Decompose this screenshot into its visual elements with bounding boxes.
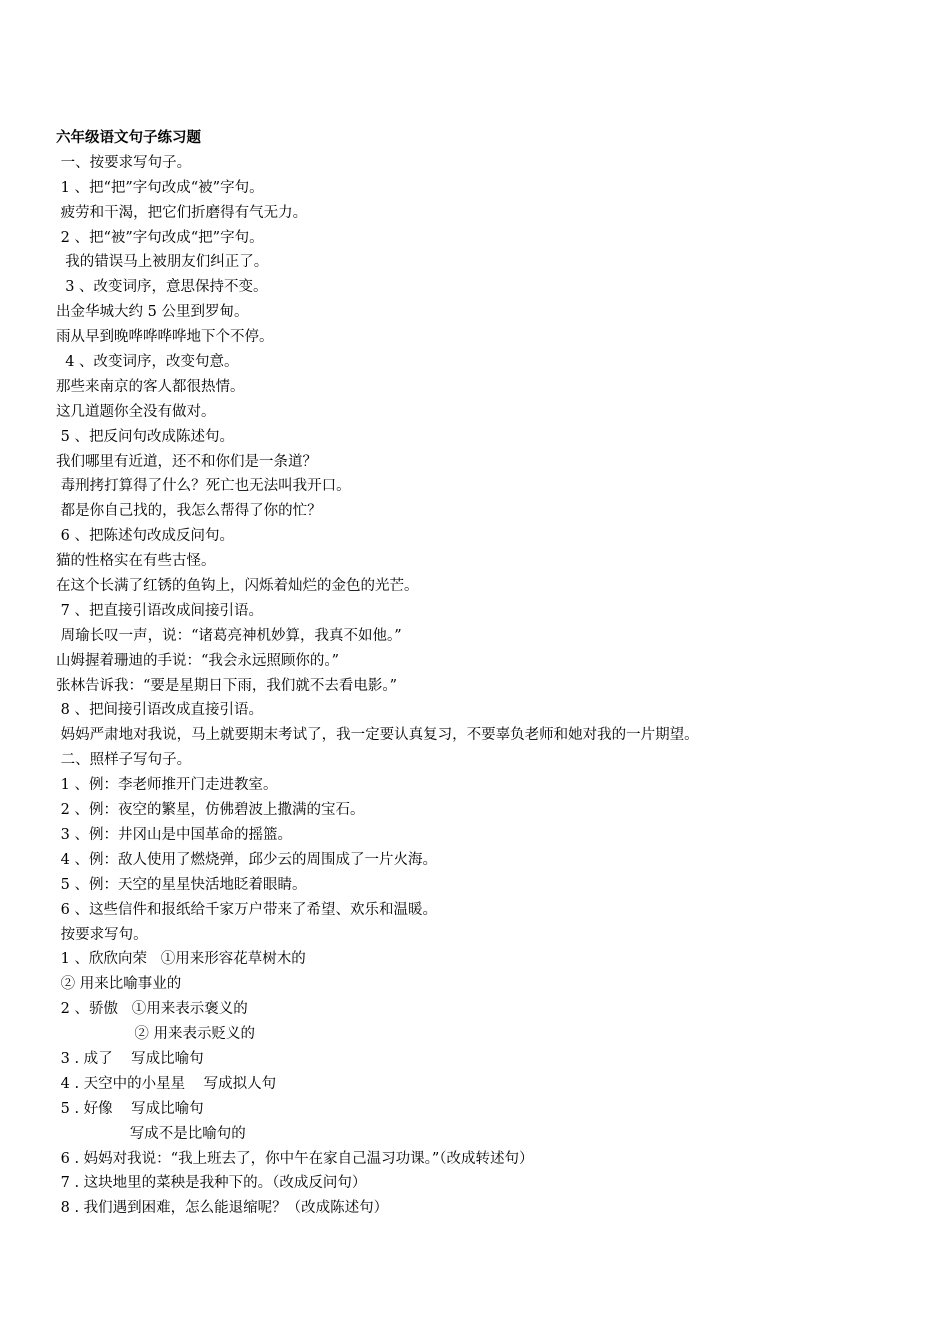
text-line: 山姆握着珊迪的手说：“我会永远照顾你的。” [56,652,340,669]
text-line: 二、照样子写句子。 [56,752,192,769]
text-line: 猫的性格实在有些古怪。 [56,553,216,570]
text-line: 一、按要求写句子。 [56,154,192,171]
text-line: 张林告诉我：“要是星期日下雨，我们就不去看电影。” [56,677,398,694]
text-line: 在这个长满了红锈的鱼钩上，闪烁着灿烂的金色的光芒。 [56,578,419,595]
text-line: 7 . 这块地里的菜秧是我种下的。（改成反问句） [56,1175,367,1192]
text-line: 3 . 成了 写成比喻句 [56,1050,204,1067]
document-body [56,126,916,1221]
text-line: ② 用来比喻事业的 [56,976,182,993]
text-line: 4 、改变词序，改变句意。 [56,354,239,371]
text-line: 1 、例：李老师推开门走进教室。 [56,777,278,794]
text-line: 2 、把“被”字句改成“把”字句。 [56,229,264,246]
text-line: 出金华城大约 5 公里到罗甸。 [56,304,249,321]
text-line: 4 、例：敌人使用了燃烧弹，邱少云的周围成了一片火海。 [56,851,437,868]
text-line: 5 、把反问句改成陈述句。 [56,428,234,445]
text-line: 7 、把直接引语改成间接引语。 [56,602,263,619]
text-line: 6 、把陈述句改成反问句。 [56,528,234,545]
text-line: 都是你自己找的，我怎么帮得了你的忙？ [56,503,322,520]
text-line: ② 用来表示贬义的 [56,1026,255,1043]
document-title: 六年级语文句子练习题 [56,130,201,146]
text-line: 1 、欣欣向荣 ①用来形容花草树木的 [56,951,306,968]
text-line: 疲劳和干渴，把它们折磨得有气无力。 [56,204,308,221]
document-lines [56,151,916,1221]
text-line: 我的错误马上被朋友们纠正了。 [56,254,269,271]
text-line: 毒刑拷打算得了什么？死亡也无法叫我开口。 [56,478,351,495]
text-line: 2 、例：夜空的繁星，仿佛碧波上撒满的宝石。 [56,802,365,819]
text-line: 8 . 我们遇到困难，怎么能退缩呢？（改成陈述句） [56,1200,389,1217]
text-line: 3 、改变词序，意思保持不变。 [56,279,268,296]
text-line: 6 . 妈妈对我说：“我上班去了，你中午在家自己温习功课。”（改成转述句） [56,1150,534,1167]
text-line: 雨从早到晚哗哗哗哗地下个不停。 [56,329,274,346]
text-line: 2 、骄傲 ①用来表示褒义的 [56,1001,248,1018]
text-line: 那些来南京的客人都很热情。 [56,378,245,395]
text-line: 妈妈严肃地对我说，马上就要期末考试了，我一定要认真复习，不要辜负老师和她对我的一片期望。 [56,727,699,744]
text-line: 周瑜长叹一声，说：“诸葛亮神机妙算，我真不如他。” [56,627,402,644]
text-line: 写成不是比喻句的 [56,1125,246,1142]
text-line: 6 、这些信件和报纸给千家万户带来了希望、欢乐和温暖。 [56,901,437,918]
text-line: 5 、例：天空的星星快活地眨着眼睛。 [56,876,307,893]
text-line: 我们哪里有近道，还不和你们是一条道？ [56,453,317,470]
text-line: 8 、把间接引语改成直接引语。 [56,702,263,719]
text-line: 这几道题你全没有做对。 [56,403,216,420]
text-line: 3 、例：井冈山是中国革命的摇篮。 [56,826,292,843]
text-line: 4 . 天空中的小星星 写成拟人句 [56,1075,277,1092]
text-line: 5 . 好像 写成比喻句 [56,1100,204,1117]
text-line: 1 、把“把”字句改成“被”字句。 [56,179,264,196]
text-line: 按要求写句。 [56,926,148,943]
